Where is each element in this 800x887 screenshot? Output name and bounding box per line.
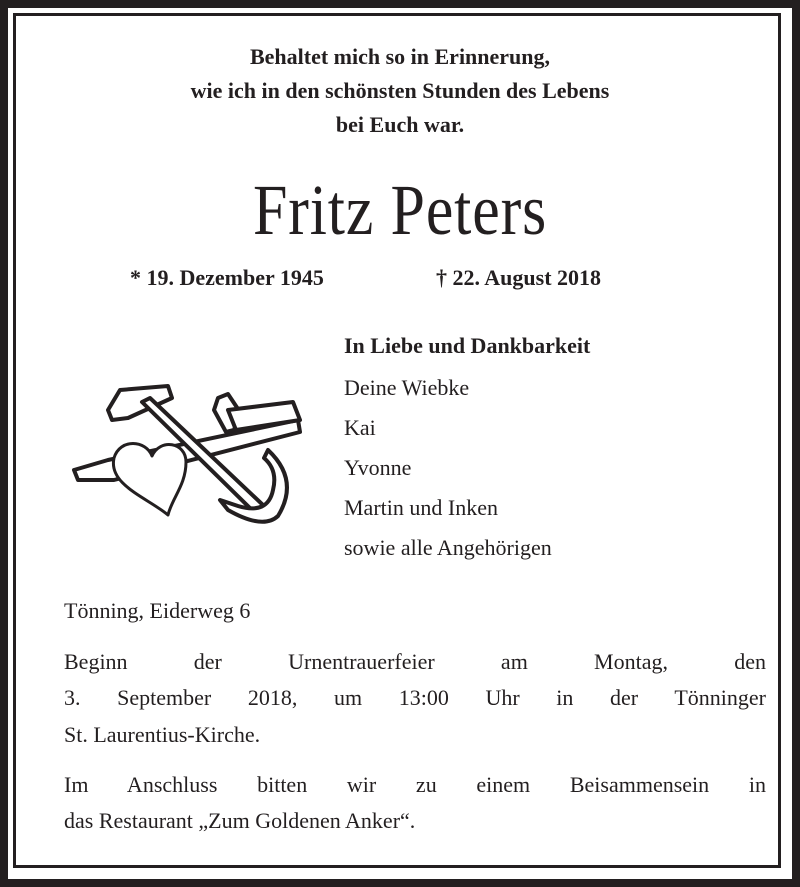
ceremony-line: St. Laurentius-Kirche. [64,722,261,747]
mourner: sowie alle Angehörigen [344,535,552,560]
address: Tönning, Eiderweg 6 [64,598,251,623]
reception-line: Im Anschluss bitten wir zu einem Beisammensein in [64,772,766,797]
reception-line: das Restaurant „Zum Goldenen Anker“. [64,808,416,833]
mourner: Kai [344,415,376,440]
mourner: Deine Wiebke [344,375,470,400]
death-date: † 22. August 2018 [436,265,602,290]
mourners-heading: In Liebe und Dankbarkeit [344,333,591,358]
motto-line: bei Euch war. [335,112,465,137]
mourner: Martin und Inken [344,495,498,520]
ceremony-line: Beginn der Urnentrauerfeier am Montag, den [64,649,766,674]
ceremony-line: 3. September 2018, um 13:00 Uhr in der Tönninger [64,685,766,710]
mourner: Yvonne [344,455,412,480]
birth-date: * 19. Dezember 1945 [130,265,324,290]
motto-line: wie ich in den schönsten Stunden des Lebens [190,78,610,103]
cross-anchor-heart-icon [68,380,308,530]
deceased-name: Fritz Peters [252,170,548,250]
motto-line: Behaltet mich so in Erinnerung, [249,44,551,69]
